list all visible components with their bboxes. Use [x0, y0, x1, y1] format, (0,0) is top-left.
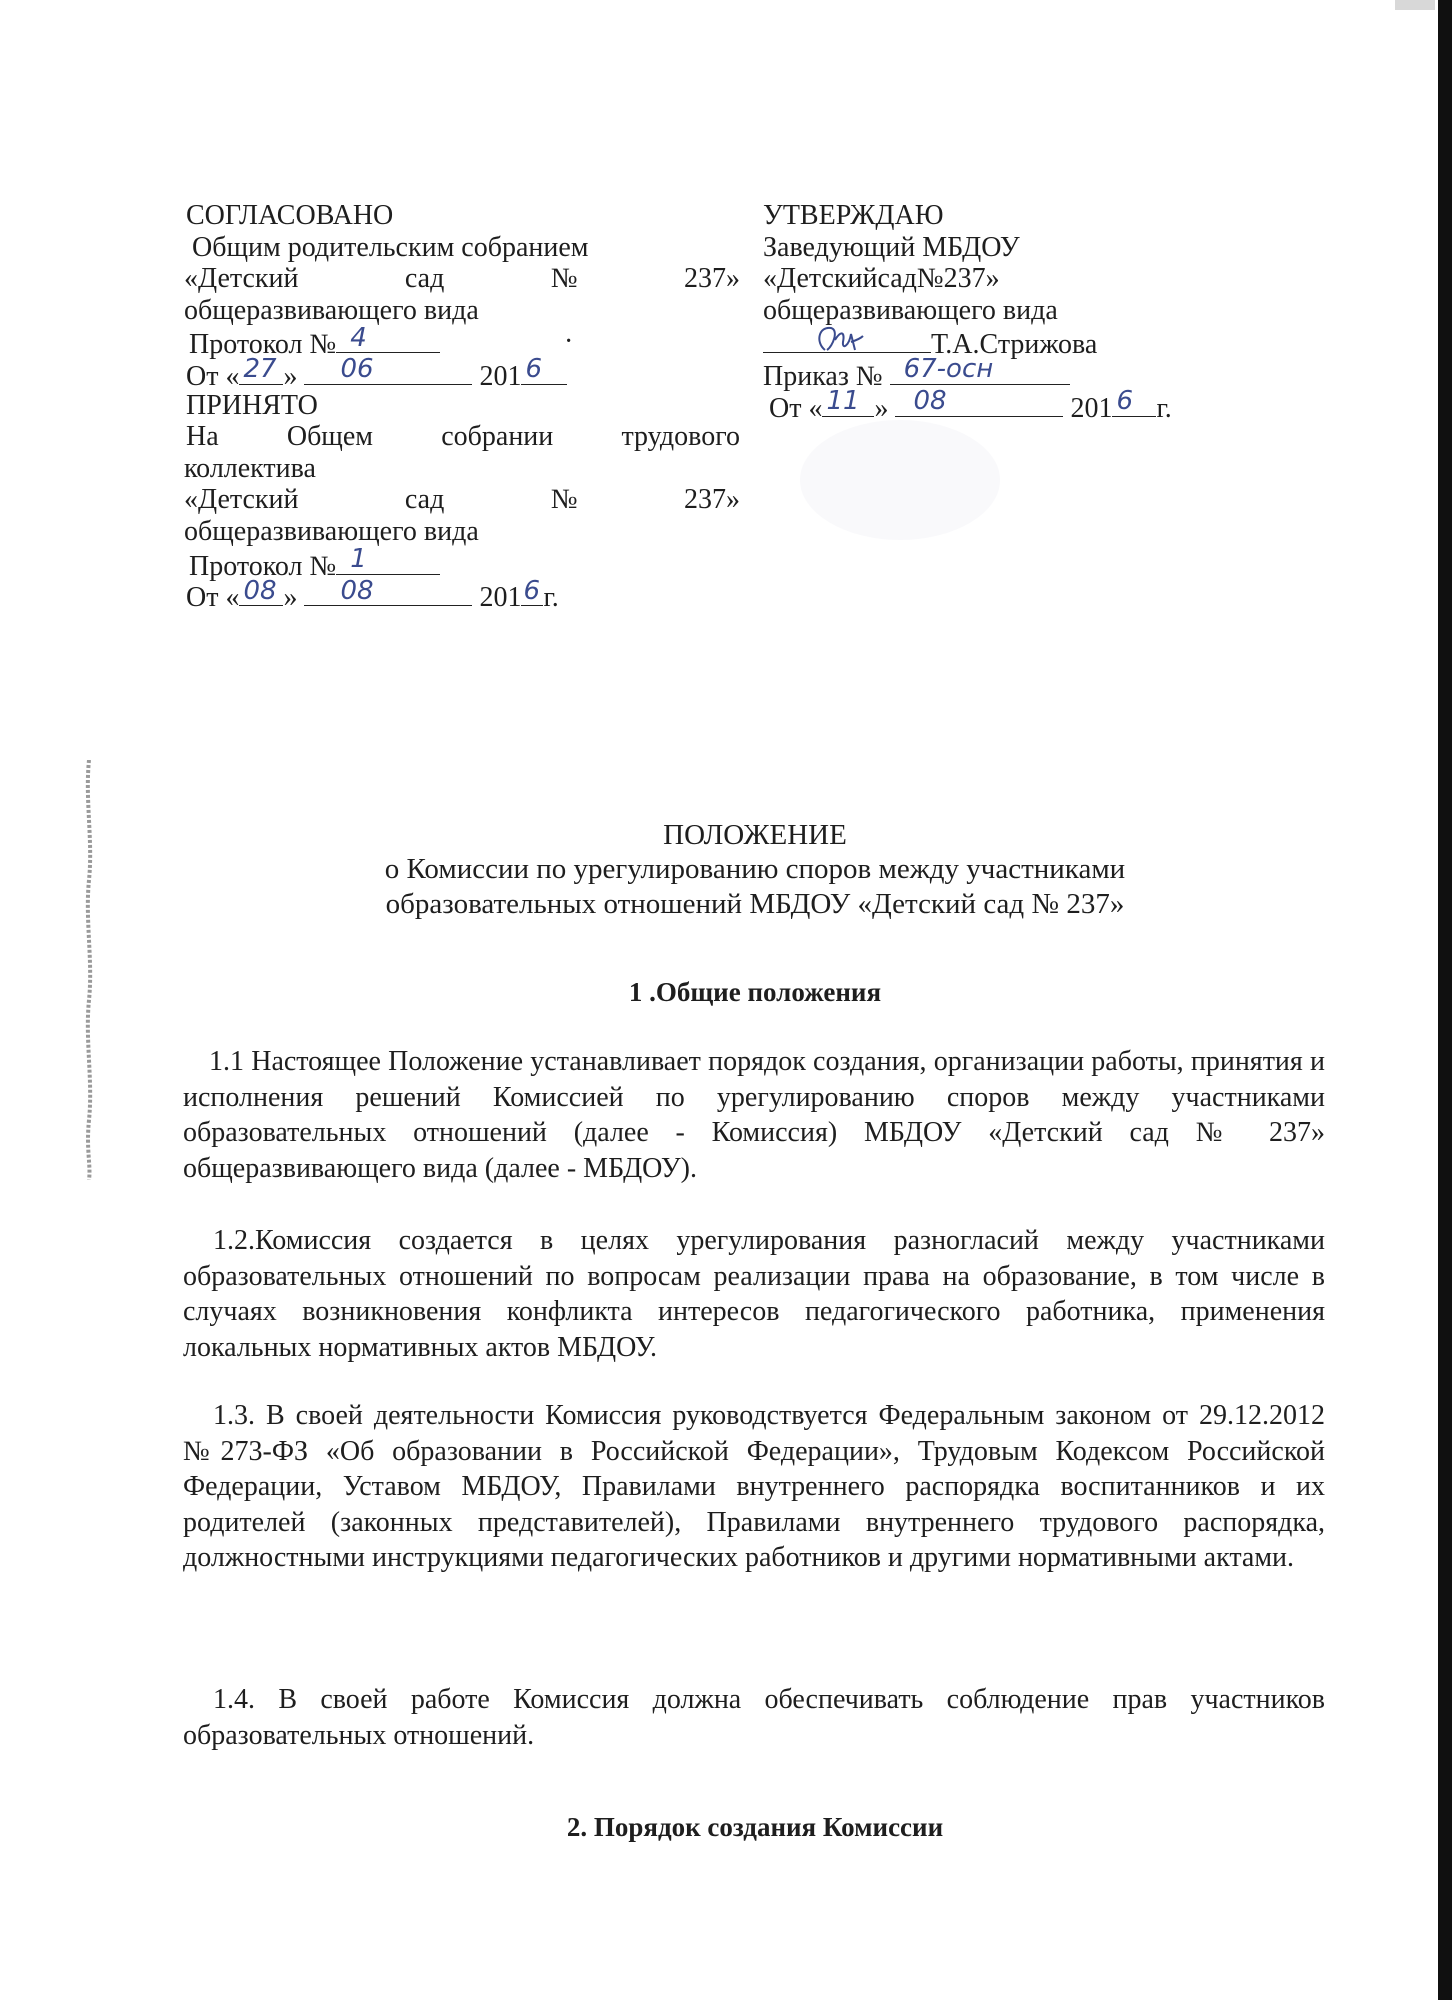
handwritten-year-digit: 6	[525, 354, 543, 385]
dot-mark: ·	[564, 326, 574, 358]
date-month-field	[895, 385, 1063, 417]
date-suffix: г.	[1156, 392, 1172, 424]
paragraph-1-2: 1.2.Комиссия создается в целях урегулирования разногласий между участниками образовательных отношений по вопросам реализации права на образование, в том числе в случаях возникновения конфликта интересов педагогического работника, применения локальных нормативных актов МБДОУ.	[183, 1225, 1325, 1363]
year-prefix: 201	[1070, 392, 1113, 424]
section-heading: 1 .Общие положения	[628, 977, 882, 1007]
year-digit-field	[1112, 385, 1156, 417]
accepted-body-line2: коллектива	[184, 452, 316, 484]
accepted-body-line	[184, 421, 740, 453]
handwritten-protocol-number: 4	[350, 322, 367, 353]
paragraph-1-1: 1.1 Настоящее Положение устанавливает порядок создания, организации работы, принятия и исполнения решений Комиссией по урегулированию споров между участниками образовательных отношений (далее - Комиссия) МБДОУ «Детский сад № 237» общеразвивающего вида (далее - МБДОУ).	[183, 1046, 1325, 1184]
protocol-label: Протокол №	[189, 329, 337, 361]
date-mid: »	[283, 582, 298, 614]
agreed-accepted-block	[184, 200, 740, 614]
accepted-date-line	[184, 575, 740, 614]
accepted-protocol-line	[184, 543, 740, 582]
signature-mark	[811, 320, 865, 360]
handwritten-year-digit: 6	[1116, 385, 1134, 416]
body-word: собрании	[441, 421, 554, 453]
date-suffix: г.	[543, 582, 559, 614]
head-name: Т.А.Стрижова	[931, 329, 1098, 361]
order-number-field	[890, 354, 1070, 385]
org-word: сад	[404, 263, 445, 295]
agreed-org-type: общеразвивающего вида	[184, 294, 479, 326]
org-word: №	[550, 484, 578, 516]
date-mid: »	[874, 392, 889, 424]
agreed-body: Общим родительским собранием	[192, 231, 589, 263]
body-word: Общем	[286, 421, 374, 453]
paragraph-1-4: 1.4. В своей работе Комиссия должна обеспечивать соблюдение прав участников образовательных отношений.	[183, 1684, 1325, 1751]
year-digit-field	[521, 575, 543, 606]
org-word: «Детский	[184, 484, 299, 516]
binding-thread	[82, 760, 96, 1180]
body-word: На	[186, 421, 219, 453]
document-title: ПОЛОЖЕНИЕ	[663, 819, 847, 851]
handwritten-month: 08	[913, 385, 947, 416]
date-day-field	[822, 385, 874, 417]
date-month-field	[304, 354, 472, 385]
approved-order-line	[763, 354, 1203, 392]
handwritten-month: 06	[340, 354, 374, 385]
approved-org: «Детскийсад№237»	[763, 263, 1000, 295]
body-word: трудового	[621, 421, 740, 453]
handwritten-order-number: 67-осн	[903, 354, 994, 385]
year-prefix: 201	[479, 582, 522, 614]
org-word: сад	[404, 484, 445, 516]
org-word: 237»	[683, 484, 740, 516]
year-prefix: 201	[479, 360, 522, 392]
accepted-org-type: общеразвивающего вида	[184, 515, 479, 547]
protocol-number-field	[336, 543, 440, 575]
handwritten-year-digit: 6	[523, 575, 541, 606]
accepted-heading: ПРИНЯТО	[186, 389, 318, 421]
approved-block	[763, 200, 1203, 424]
approved-heading: УТВЕРЖДАЮ	[763, 200, 944, 231]
approved-date-line	[763, 385, 1203, 424]
date-mid: »	[283, 360, 298, 392]
document-subtitle-line1: о Комиссии по урегулированию споров между участниками	[384, 853, 1126, 885]
date-prefix: От «	[186, 360, 240, 392]
agreed-protocol-line	[184, 322, 740, 361]
year-digit-field	[521, 354, 567, 385]
order-label: Приказ №	[763, 360, 883, 392]
accepted-org-line	[184, 484, 740, 516]
date-day-field	[239, 575, 283, 606]
approved-position: Заведующий МБДОУ	[763, 231, 1020, 263]
signature-field	[763, 326, 931, 353]
section-heading: 2. Порядок создания Комиссии	[566, 1812, 944, 1842]
protocol-number-field	[336, 322, 440, 353]
handwritten-day: 11	[826, 385, 860, 416]
date-prefix: От «	[769, 392, 823, 424]
handwritten-protocol-number: 1	[350, 543, 367, 574]
date-day-field	[239, 354, 283, 385]
date-prefix: От «	[186, 582, 240, 614]
agreed-org-line	[184, 263, 740, 295]
approved-org-type: общеразвивающего вида	[763, 294, 1058, 326]
agreed-heading: СОГЛАСОВАНО	[186, 200, 394, 231]
scan-edge-top	[1395, 0, 1435, 10]
agreed-date-line	[184, 354, 740, 392]
document-subtitle-line2: образовательных отношений МБДОУ «Детский сад № 237»	[385, 888, 1125, 920]
org-word: «Детский	[184, 263, 299, 295]
handwritten-day: 27	[243, 354, 277, 385]
paragraph-1-3: 1.3. В своей деятельности Комиссия руководствуется Федеральным законом от 29.12.2012 №273-ФЗ «Об образовании в Российской Федерации», Трудовым Кодексом Российской Федерации, Уставом МБДОУ, Правилами внутреннего распорядка воспитанников и их родителей (законных представителей), Правилами внутреннего трудового распорядка, должностными инструкциями педагогических работников и другими нормативными актами.	[183, 1400, 1325, 1573]
date-month-field	[304, 575, 472, 606]
handwritten-day: 08	[243, 575, 277, 606]
approved-signature-line	[763, 326, 1203, 361]
org-word: 237»	[683, 263, 740, 295]
handwritten-month: 08	[340, 575, 374, 606]
protocol-label: Протокол №	[189, 550, 337, 582]
org-word: №	[550, 263, 578, 295]
scan-edge	[1438, 0, 1452, 2000]
stamp-imprint	[800, 420, 1000, 540]
